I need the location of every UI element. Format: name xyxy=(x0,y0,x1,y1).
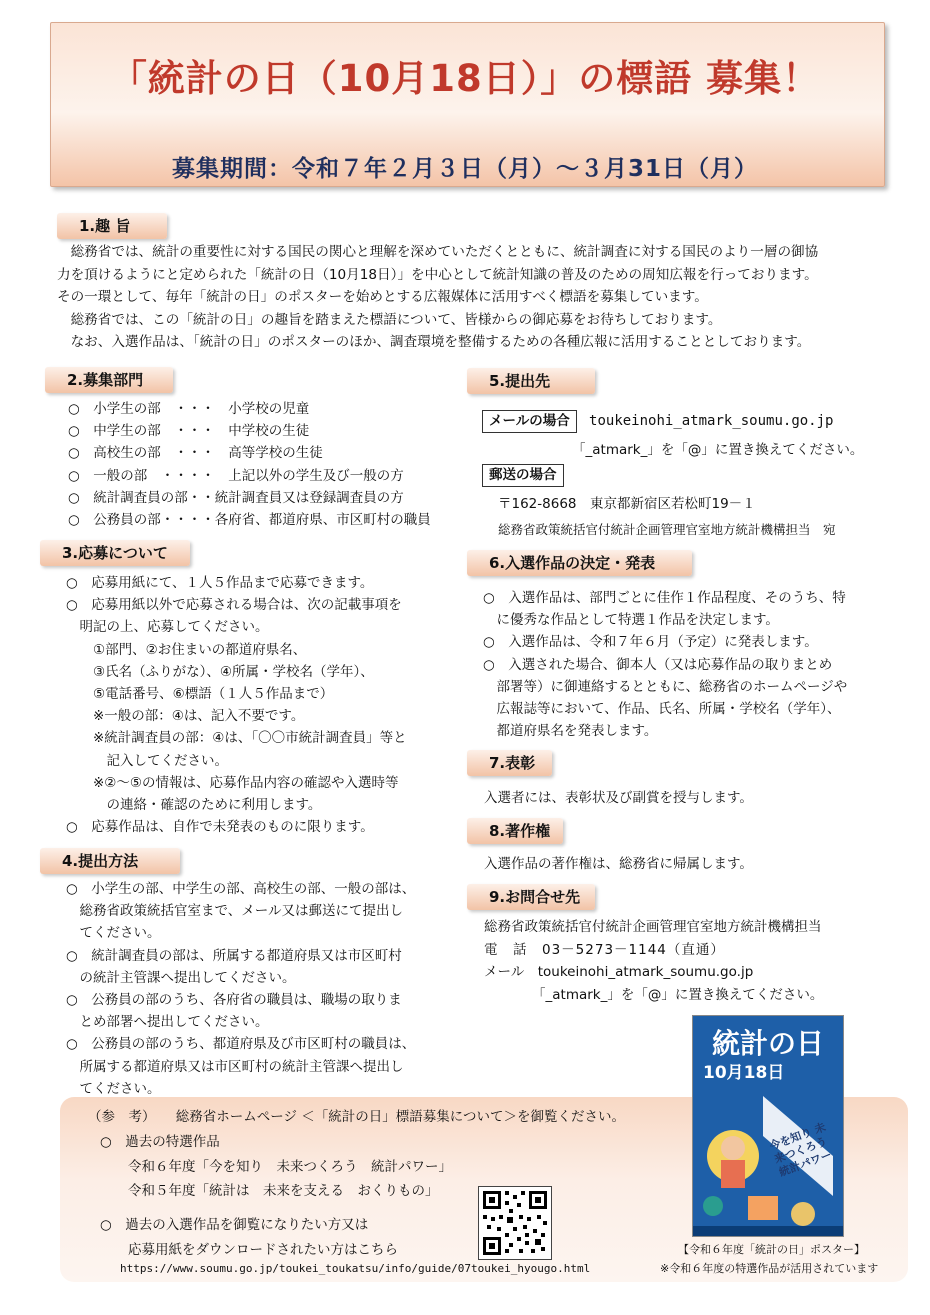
section-2-heading: 2.募集部門 xyxy=(45,367,173,393)
section-4-line: ○ 統計調査員の部は、所属する都道府県又は市区町村 xyxy=(66,947,402,964)
section-4-line: の統計主管課へ提出してください。 xyxy=(66,969,296,986)
section-1-line: なお、入選作品は、「統計の日」のポスターのほか、調査環境を整備するための各種広報に活用することとしております。 xyxy=(57,334,811,350)
section-3-line: ○ 応募作品は、自作で未発表のものに限ります。 xyxy=(66,819,374,836)
list-item: ○ 一般の部 ・・・・ 上記以外の学生及び一般の方 xyxy=(68,467,404,484)
section-1-line: 力を頂けるようにと定められた「統計の日（10月18日）」を中心として統計知識の普及のための周知広報を行っております。 xyxy=(57,266,818,283)
section-4-line: 総務省政策統括官室まで、メール又は郵送にて提出し xyxy=(66,903,403,920)
section-4-line: ○ 公務員の部のうち、各府省の職員は、職場の取りま xyxy=(66,992,402,1009)
section-6-line: ○ 入選作品は、部門ごとに佳作１作品程度、そのうち、特 xyxy=(483,590,846,606)
section-4-line: とめ部署へ提出してください。 xyxy=(66,1014,269,1031)
section-4-line: てください。 xyxy=(66,1080,161,1097)
post-label: 郵送の場合 xyxy=(482,464,564,487)
poster-slogan: 今を知り 未来つくろう 統計パワー xyxy=(767,1120,834,1180)
section-6-line: 広報誌等において、作品、氏名、所属・学校名（学年）、 xyxy=(483,701,841,718)
mail-note: 「_atmark_」を「@」に置き換えてください。 xyxy=(572,442,864,458)
award-text: 入選者には、表彰状及び副賞を授与します。 xyxy=(484,790,753,806)
section-3-line: ○ 応募用紙以外で応募される場合は、次の記載事項を xyxy=(66,597,402,614)
list-item: ○ 公務員の部・・・・各府省、都道府県、市区町村の職員 xyxy=(68,512,431,529)
section-4-heading: 4.提出方法 xyxy=(40,848,180,874)
section-3-line: ○ 応募用紙にて、１人５作品まで応募できます。 xyxy=(66,575,374,591)
section-3-line: ①部門、②お住まいの都道府県名、 xyxy=(66,641,307,658)
section-1-line: その一環として、毎年「統計の日」のポスターを始めとする広報媒体に活用すべく標語を募集しています。 xyxy=(57,289,708,305)
past-winner-r5: 令和５年度「統計は 未来を支える おくりもの」 xyxy=(128,1183,439,1199)
application-period: 募集期間：令和７年２月３日（月）～３月31日（月） xyxy=(171,156,758,182)
mail-label: メールの場合 xyxy=(482,410,577,433)
past-winners-label: ○ 過去の特選作品 xyxy=(100,1134,220,1150)
section-3-line: ※②～⑤の情報は、応募作品内容の確認や入選時等 xyxy=(66,774,399,791)
copyright-text: 入選作品の著作権は、総務省に帰属します。 xyxy=(484,856,753,872)
list-item: ○ 中学生の部 ・・・ 中学校の生徒 xyxy=(68,423,310,440)
section-4-line: ○ 小学生の部、中学生の部、高校生の部、一般の部は、 xyxy=(66,881,416,897)
contact-mail-note: 「_atmark_」を「@」に置き換えてください。 xyxy=(532,986,824,1003)
section-3-line: ※統計調査員の部：④は、「〇〇市統計調査員」等と xyxy=(66,730,407,747)
section-6-line: ○ 入選作品は、令和７年６月（予定）に発表します。 xyxy=(483,634,818,651)
contact-block xyxy=(484,916,823,1006)
download-line-1: ○ 過去の入選作品を御覧になりたい方又は xyxy=(100,1217,369,1233)
poster-image xyxy=(692,1015,844,1237)
section-1-line: 総務省では、この「統計の日」の趣旨を踏まえた標語について、皆様からの御応募をお待ちしております。 xyxy=(57,311,722,328)
section-3-line: ※一般の部：④は、記入不要です。 xyxy=(66,708,305,725)
poster-title: 統計の日 xyxy=(711,1027,824,1060)
page-title: 「統計の日（10月18日）」の標語 募集！ xyxy=(109,57,821,100)
past-winner-r6: 令和６年度「今を知り 未来つくろう 統計パワー」 xyxy=(128,1159,452,1175)
reference-url[interactable]: https://www.soumu.go.jp/toukei_toukatsu/info/guide/07toukei_hyougo.html xyxy=(120,1262,591,1275)
poster-caption: 【令和６年度「統計の日」ポスター】 xyxy=(678,1243,865,1256)
section-7-heading: 7.表彰 xyxy=(467,750,552,776)
section-4-line: 所属する都道府県又は市区町村の統計主管課へ提出し xyxy=(66,1058,404,1075)
section-6-line: 部署等）に御連絡するとともに、総務省のホームページや xyxy=(483,678,848,695)
contact-org: 総務省政策統括官付統計企画管理官室地方統計機構担当 xyxy=(484,919,822,935)
section-6-line: に優秀な作品として特選１作品を決定します。 xyxy=(483,612,779,629)
section-4-line: てください。 xyxy=(66,925,161,942)
reference-intro: （参 考） 総務省ホームページ ＜「統計の日」標語募集について＞を御覧ください。 xyxy=(88,1109,625,1125)
list-item: ○ 高校生の部 ・・・ 高等学校の生徒 xyxy=(68,445,323,462)
section-1-body xyxy=(57,241,877,354)
download-line-2: 応募用紙をダウンロードされたい方はこちら xyxy=(128,1242,398,1258)
section-1-heading: 1.趣 旨 xyxy=(57,213,167,239)
section-4-body xyxy=(66,878,415,1100)
section-6-heading: 6.入選作品の決定・発表 xyxy=(467,550,692,576)
contact-tel: 電 話 03－5273－1144（直通） xyxy=(484,941,725,958)
section-3-line: 明記の上、応募してください。 xyxy=(66,619,269,636)
section-3-line: の連絡・確認のために利用します。 xyxy=(66,797,322,814)
section-3-body xyxy=(66,572,407,838)
contact-mail[interactable]: メール toukeinohi_atmark_soumu.go.jp xyxy=(484,964,754,980)
list-item: ○ 小学生の部 ・・・ 小学校の児童 xyxy=(68,401,310,417)
section-8-heading: 8.著作権 xyxy=(467,818,563,844)
section-3-line: ③氏名（ふりがな）、④所属・学校名（学年）、 xyxy=(66,663,374,680)
post-row xyxy=(482,464,564,487)
section-6-line: ○ 入選された場合、御本人（又は応募作品の取りまとめ xyxy=(483,656,833,673)
section-5-heading: 5.提出先 xyxy=(467,368,595,394)
section-4-line: ○ 公務員の部のうち、都道府県及び市区町村の職員は、 xyxy=(66,1036,416,1053)
qr-code-icon[interactable] xyxy=(478,1186,552,1260)
category-list xyxy=(68,398,431,531)
section-3-line: 記入してください。 xyxy=(66,752,228,769)
post-recipient: 総務省政策統括官付統計企画管理官室地方統計機構担当 宛 xyxy=(498,522,836,537)
list-item: ○ 統計調査員の部・・統計調査員又は登録調査員の方 xyxy=(68,489,404,506)
post-address: 〒162-8668 東京都新宿区若松町19－１ xyxy=(498,496,756,512)
poster-note: ※令和６年度の特選作品が活用されています xyxy=(660,1262,879,1275)
poster-date: 10月18日 xyxy=(703,1063,785,1083)
section-6-body xyxy=(483,587,847,742)
section-1-line: 総務省では、統計の重要性に対する国民の関心と理解を深めていただくとともに、統計調査に対する国民のより一層の御協 xyxy=(57,244,819,260)
mail-address[interactable]: toukeinohi_atmark_soumu.go.jp xyxy=(589,413,834,429)
section-9-heading: 9.お問合せ先 xyxy=(467,884,595,910)
section-3-line: ⑤電話番号、⑥標語（１人５作品まで） xyxy=(66,686,334,703)
section-6-line: 都道府県名を発表します。 xyxy=(483,723,658,740)
section-3-heading: 3.応募について xyxy=(40,540,190,566)
mail-row xyxy=(482,410,833,433)
